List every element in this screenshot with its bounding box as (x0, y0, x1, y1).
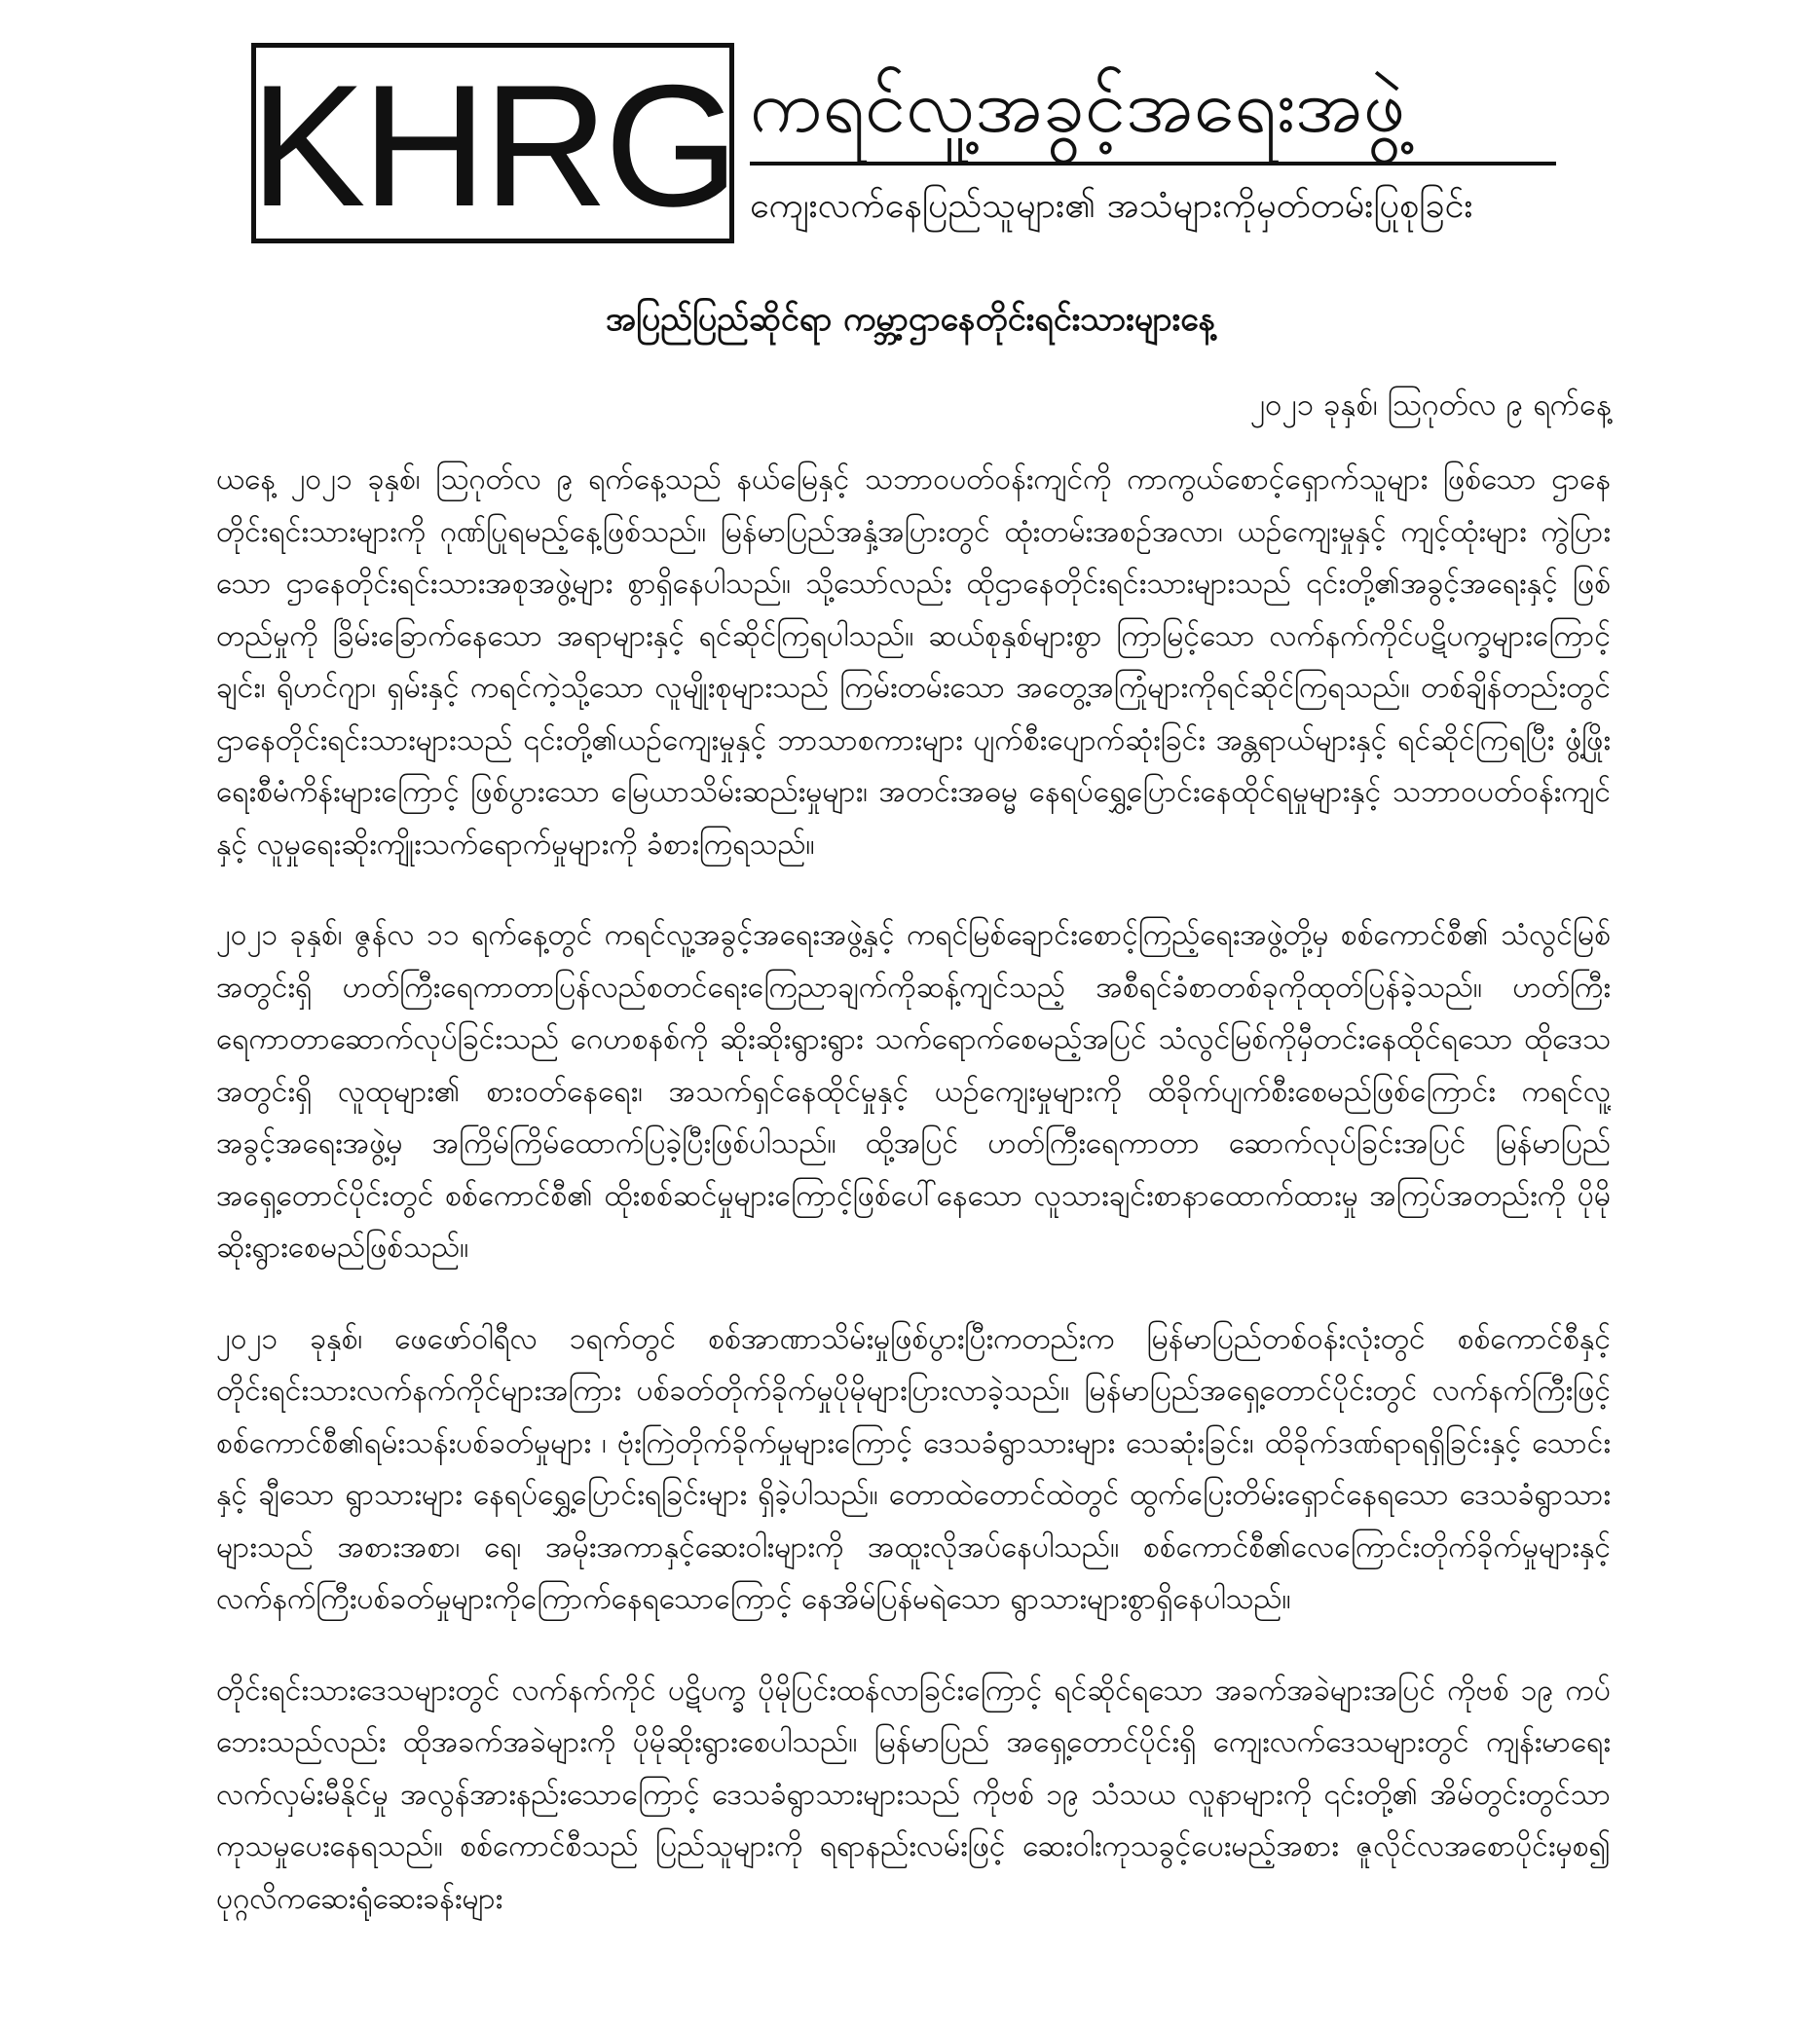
organization-tagline: ကျေးလက်နေပြည်သူများ၏ အသံများကိုမှတ်တမ်းပြုစုခြင်း (750, 186, 1473, 226)
document-body (216, 454, 1611, 2026)
paragraph-1: ယနေ့ ၂၀၂၁ ခုနှစ်၊ ဩဂုတ်လ ၉ ရက်နေ့သည် နယ်မြေနှင့် သဘာဝပတ်ဝန်းကျင်ကို ကာကွယ်စောင့်ရှောက်သူများ ဖြစ်သော ဌာနေတိုင်းရင်းသားများကို ဂုဏ်ပြုရမည့်နေ့ဖြစ်သည်။ မြန်မာပြည်အနှံ့အပြားတွင် ထုံးတမ်းအစဉ်အလာ၊ ယဉ်ကျေးမှုနှင့် ကျင့်ထုံးများ ကွဲပြားသော ဌာနေတိုင်းရင်းသားအစုအဖွဲ့များ စွာရှိနေပါသည်။ သို့သော်လည်း ထိုဌာနေတိုင်းရင်းသားများသည် ၎င်းတို့၏အခွင့်အရေးနှင့် ဖြစ်တည်မှုကို ခြိမ်းခြောက်နေသော အရာများနှင့် ရင်ဆိုင်ကြရပါသည်။ ဆယ်စုနှစ်များစွာ ကြာမြင့်သော လက်နက်ကိုင်ပဋိပက္ခများကြောင့် ချင်း၊ ရိုဟင်ဂျာ၊ ရှမ်းနှင့် ကရင်ကဲ့သို့သော လူမျိုးစုများသည် ကြမ်းတမ်းသော အတွေ့အကြုံများကိုရင်ဆိုင်ကြရသည်။ တစ်ချိန်တည်းတွင် ဌာနေတိုင်းရင်းသားများသည် ၎င်းတို့၏ယဉ်ကျေးမှုနှင့် ဘာသာစကားများ ပျက်စီးပျောက်ဆုံးခြင်း အန္တရာယ်များနှင့် ရင်ဆိုင်ကြရပြီး ဖွံ့ဖြိုးရေးစီမံကိန်းများကြောင့် ဖြစ်ပွားသော မြေယာသိမ်းဆည်းမှုများ၊ အတင်းအဓမ္မ နေရပ်ရွှေ့ပြောင်းနေထိုင်ရမှုများနှင့် သဘာဝပတ်ဝန်းကျင်နှင့် လူမှုရေးဆိုးကျိုးသက်ရောက်မှုများကို ခံစားကြရသည်။ (216, 462, 1611, 862)
khrg-logo (251, 43, 734, 243)
document-date: ၂၀၂၁ ခုနှစ်၊ ဩဂုတ်လ ၉ ရက်နေ့ (1249, 387, 1612, 423)
logo-text: KHRG (249, 49, 736, 242)
letterhead (251, 43, 1556, 249)
paragraph-3: ၂၀၂၁ ခုနှစ်၊ ဖေဖော်ဝါရီလ ၁ရက်တွင် စစ်အာဏာသိမ်းမှုဖြစ်ပွားပြီးကတည်းက မြန်မာပြည်တစ်ဝန်းလုံးတွင် စစ်ကောင်စီနှင့် တိုင်းရင်းသားလက်နက်ကိုင်များအကြား ပစ်ခတ်တိုက်ခိုက်မှုပိုမိုများပြားလာခဲ့သည်။ မြန်မာပြည်အရှေ့တောင်ပိုင်းတွင် လက်နက်ကြီးဖြင့် စစ်ကောင်စီ၏ရမ်းသန်းပစ်ခတ်မှုများ ၊ ဗုံးကြဲတိုက်ခိုက်မှုများကြောင့် ဒေသခံရွာသားများ သေဆုံးခြင်း၊ ထိခိုက်ဒဏ်ရာရရှိခြင်းနှင့် သောင်းနှင့် ချီသော ရွာသားများ နေရပ်ရွှေ့ပြောင်းရခြင်းများ ရှိခဲ့ပါသည်။ တောထဲတောင်ထဲတွင် ထွက်ပြေးတိမ်းရှောင်နေရသော ဒေသခံရွာသားများသည် အစားအစာ၊ ရေ၊ အမိုးအကာနှင့်ဆေးဝါးများကို အထူးလိုအပ်နေပါသည်။ စစ်ကောင်စီ၏လေကြောင်းတိုက်ခိုက်မှုများနှင့် လက်နက်ကြီးပစ်ခတ်မှုများကိုကြောက်နေရသောကြောင့် နေအိမ်ပြန်မရဲသော ရွာသားများစွာရှိနေပါသည်။ (216, 1321, 1611, 1616)
header-divider (750, 162, 1556, 166)
paragraph-2: ၂၀၂၁ ခုနှစ်၊ ဇွန်လ ၁၁ ရက်နေ့တွင် ကရင်လူ့အခွင့်အရေးအဖွဲ့နှင့် ကရင်မြစ်ချောင်းစောင့်ကြည့်ရေးအဖွဲ့တို့မှ စစ်ကောင်စီ၏ သံလွင်မြစ်အတွင်းရှိ ဟတ်ကြီးရေကာတာပြန်လည်စတင်ရေးကြေညာချက်ကိုဆန့်ကျင်သည့် အစီရင်ခံစာတစ်ခုကိုထုတ်ပြန်ခဲ့သည်။ ဟတ်ကြီးရေကာတာဆောက်လုပ်ခြင်းသည် ဂေဟစနစ်ကို ဆိုးဆိုးရွားရွား သက်ရောက်စေမည့်အပြင် သံလွင်မြစ်ကိုမှီတင်းနေထိုင်ရသော ထိုဒေသအတွင်းရှိ လူထုများ၏ စားဝတ်နေရေး၊ အသက်ရှင်နေထိုင်မှုနှင့် ယဉ်ကျေးမှုများကို ထိခိုက်ပျက်စီးစေမည်ဖြစ်ကြောင်း ကရင်လူ့အခွင့်အရေးအဖွဲ့မှ အကြိမ်ကြိမ်ထောက်ပြခဲ့ပြီးဖြစ်ပါသည်။ ထို့အပြင် ဟတ်ကြီးရေကာတာ ဆောက်လုပ်ခြင်းအပြင် မြန်မာပြည်အရှေ့တောင်ပိုင်းတွင် စစ်ကောင်စီ၏ ထိုးစစ်ဆင်မှုများကြောင့်ဖြစ်ပေါ်နေသော လူသားချင်းစာနာထောက်ထားမှု အကြပ်အတည်းကို ပိုမိုဆိုးရွားစေမည်ဖြစ်သည်။ (216, 918, 1611, 1265)
document-title: အပြည်ပြည်ဆိုင်ရာ ကမ္ဘာ့ဌာနေတိုင်းရင်းသားများနေ့ (605, 300, 1216, 339)
paragraph-4: တိုင်းရင်းသားဒေသများတွင် လက်နက်ကိုင် ပဋိပက္ခ ပိုမိုပြင်းထန်လာခြင်းကြောင့် ရင်ဆိုင်ရသော အခက်အခဲများအပြင် ကိုဗစ် ၁၉ ကပ်ဘေးသည်လည်း ထိုအခက်အခဲများကို ပိုမိုဆိုးရွားစေပါသည်။ မြန်မာပြည် အရှေ့တောင်ပိုင်းရှိ ကျေးလက်ဒေသများတွင် ကျန်းမာရေးလက်လှမ်းမီနိုင်မှု အလွန်အားနည်းသောကြောင့် ဒေသခံရွာသားများသည် ကိုဗစ် ၁၉ သံသယ လူနာများကို ၎င်းတို့၏ အိမ်တွင်းတွင်သာ ကုသမှုပေးနေရသည်။ စစ်ကောင်စီသည် ပြည်သူများကို ရရာနည်းလမ်းဖြင့် ဆေးဝါးကုသခွင့်ပေးမည့်အစား ဇူလိုင်လအစောပိုင်းမှစ၍ ပုဂ္ဂလိကဆေးရုံဆေးခန်းများ (216, 1673, 1611, 1916)
organization-name: ကရင်လူ့အခွင့်အရေးအဖွဲ့ (750, 62, 1406, 149)
